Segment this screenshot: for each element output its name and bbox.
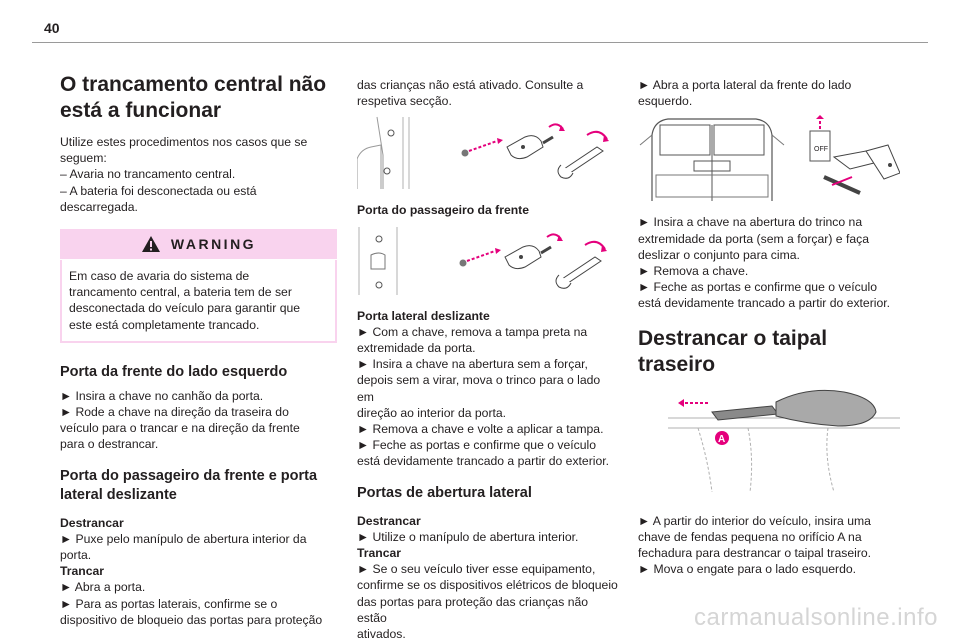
- warning-line: Em caso de avaria do sistema de: [69, 269, 250, 284]
- step-line: porta.: [60, 548, 92, 563]
- front-passenger-door-illustration: [357, 115, 619, 191]
- step-line: ► Abra a porta.: [60, 580, 146, 595]
- step-line: ► Remova a chave e volte a aplicar a tampa.: [357, 422, 604, 437]
- warning-line: este está completamente trancado.: [69, 317, 260, 332]
- step-line: depois sem a virar, mova o trinco para o lado em: [357, 373, 601, 404]
- step-line: está devidamente trancado a partir do exterior.: [357, 454, 610, 469]
- section-heading: Porta da frente do lado esquerdo: [60, 363, 288, 380]
- tailgate-lock-illustration: [638, 388, 900, 494]
- step-line: ► Mova o engate para o lado esquerdo.: [638, 562, 857, 577]
- warning-body: [60, 260, 337, 343]
- step-line: ► A partir do interior do veículo, insira uma: [638, 513, 871, 528]
- section-heading: Porta do passageiro da frente e porta: [60, 467, 318, 484]
- step-line: ► Feche as portas e confirme que o veículo: [638, 280, 878, 295]
- subheading-unlock: Destrancar: [357, 513, 421, 528]
- continued-line: respetiva secção.: [357, 94, 452, 109]
- step-line: ► Com a chave, remova a tampa preta na: [357, 324, 588, 339]
- warning-header: [60, 229, 337, 260]
- section-title: Destrancar o taipal traseiro: [638, 326, 828, 376]
- step-line: ► Abra a porta lateral da frente do lado: [638, 78, 852, 92]
- off-label: OFF: [814, 146, 828, 154]
- warning-icon: [141, 235, 161, 253]
- column-3: [638, 77, 900, 577]
- step-line: ► Insira a chave na abertura sem a forçar,: [357, 357, 588, 372]
- sliding-door-illustration: [357, 225, 619, 297]
- subheading-unlock: Destrancar: [60, 515, 124, 530]
- column-1: [60, 72, 340, 628]
- page-number: 40: [44, 20, 60, 36]
- warning-title: WARNING: [170, 236, 257, 253]
- intro-line: descarregada.: [60, 199, 138, 214]
- warning-line: desconectada do veículo para garantir que: [69, 301, 301, 316]
- warning-line: trancamento central, a bateria tem de ser: [69, 285, 292, 300]
- step-line: ► Se o seu veículo tiver esse equipamento,: [357, 562, 596, 577]
- figure-caption: Porta lateral deslizante: [357, 308, 490, 323]
- top-divider: [32, 42, 928, 43]
- step-line: ► Remova a chave.: [638, 264, 749, 279]
- step-line: fechadura para destrancar o taipal traseiro.: [638, 546, 872, 561]
- step-line: veículo para o trancar e na direção da frente: [60, 421, 300, 436]
- intro-line: seguem:: [60, 151, 107, 166]
- intro-line: – Avaria no trancamento central.: [60, 167, 236, 182]
- intro-line: Utilize estes procedimentos nos casos que se: [60, 135, 308, 149]
- step-line: das portas para proteção das crianças não estão: [357, 594, 589, 625]
- figure-caption: Porta do passageiro da frente: [357, 203, 530, 218]
- step-line: ► Puxe pelo manípulo de abertura interior da: [60, 531, 307, 546]
- step-line: para o destrancar.: [60, 437, 159, 452]
- subheading-lock: Trancar: [60, 564, 105, 579]
- van-rear-door-illustration: [638, 115, 900, 203]
- section-heading: Portas de abertura lateral: [357, 484, 532, 501]
- step-line: extremidade da porta (sem a forçar) e faça: [638, 231, 869, 246]
- watermark: carmanualsonline.info: [694, 604, 938, 631]
- marker-a: A: [718, 433, 726, 445]
- step-line: ► Rode a chave na direção da traseira do: [60, 405, 289, 420]
- page-title-line-1: O trancamento central não: [60, 73, 327, 96]
- step-line: ► Feche as portas e confirme que o veículo: [357, 438, 597, 453]
- subheading-lock: Trancar: [357, 546, 402, 561]
- step-line: direção ao interior da porta.: [357, 405, 507, 420]
- step-line: extremidade da porta.: [357, 341, 476, 356]
- step-line: ► Para as portas laterais, confirme se o: [60, 596, 278, 611]
- warning-box: [60, 229, 337, 343]
- step-line: ► Utilize o manípulo de abertura interior.: [357, 529, 579, 544]
- step-line: deslizar o conjunto para cima.: [638, 247, 800, 262]
- step-line: está devidamente trancado a partir do exterior.: [638, 296, 891, 311]
- step-line: dispositivo de bloqueio das portas para proteção: [60, 612, 323, 627]
- step-line: confirme se os dispositivos elétricos de bloqueio: [357, 578, 618, 593]
- continued-line: das crianças não está ativado. Consulte a: [357, 78, 584, 92]
- step-line: ► Insira a chave na abertura do trinco na: [638, 215, 863, 230]
- intro-line: – A bateria foi desconectada ou está: [60, 183, 257, 198]
- column-2: [357, 77, 619, 642]
- step-line: esquerdo.: [638, 94, 693, 109]
- step-line: ► Insira a chave no canhão da porta.: [60, 388, 264, 403]
- step-line: ativados.: [357, 627, 406, 642]
- step-line: chave de fendas pequena no orifício A na: [638, 529, 862, 544]
- page-title-line-2: está a funcionar: [60, 99, 222, 122]
- section-heading: lateral deslizante: [60, 486, 177, 503]
